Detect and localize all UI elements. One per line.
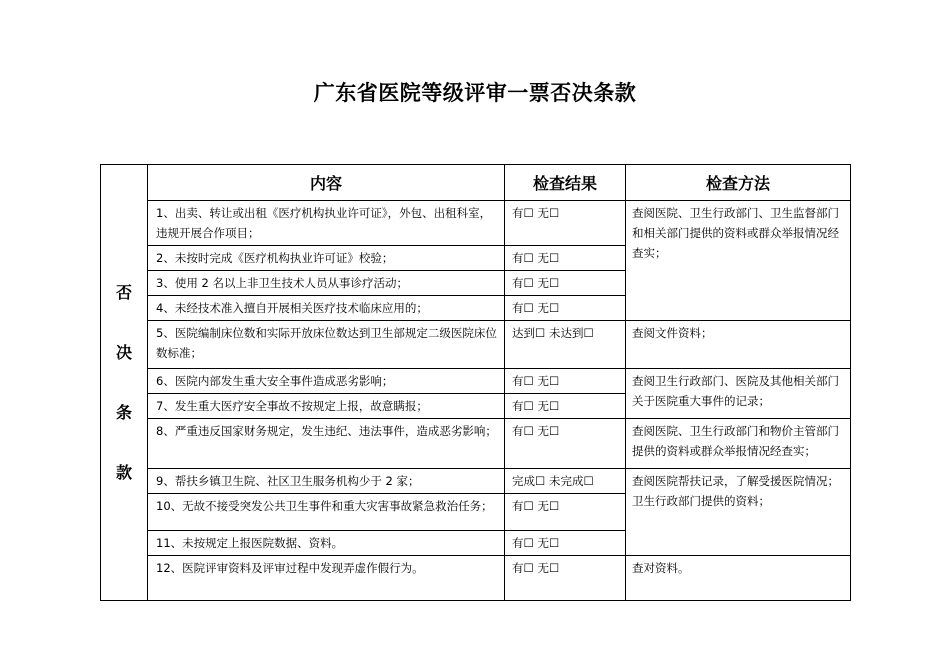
row-result[interactable]: 有☐ 无☐: [505, 419, 626, 469]
method-cell: 查对资料。: [626, 556, 851, 601]
row-content: 6、医院内部发生重大安全事件造成恶劣影响；: [148, 369, 505, 394]
row-content: 9、帮扶乡镇卫生院、社区卫生服务机构少于 2 家；: [148, 469, 505, 494]
row-result[interactable]: 有☐ 无☐: [505, 296, 626, 321]
header-method: 检查方法: [626, 165, 851, 201]
row-content: 12、医院评审资料及评审过程中发现弄虚作假行为。: [148, 556, 505, 601]
row-content: 11、未按规定上报医院数据、资料。: [148, 531, 505, 556]
header-result: 检查结果: [505, 165, 626, 201]
row-content: 7、发生重大医疗安全事故不按规定上报，故意瞒报；: [148, 394, 505, 419]
row-content: 2、未按时完成《医疗机构执业许可证》校验；: [148, 246, 505, 271]
row-result[interactable]: 有☐ 无☐: [505, 556, 626, 601]
veto-clauses-table: [100, 164, 851, 601]
method-cell: 查阅医院、卫生行政部门和物价主管部门提供的资料或群众举报情况经查实；: [626, 419, 851, 469]
row-content: 4、未经技术准入擅自开展相关医疗技术临床应用的；: [148, 296, 505, 321]
method-cell: 查阅文件资料；: [626, 321, 851, 369]
row-result[interactable]: 有☐ 无☐: [505, 246, 626, 271]
side-label-column: [101, 165, 148, 601]
row-result[interactable]: 有☐ 无☐: [505, 271, 626, 296]
side-label-char: 条: [115, 402, 132, 422]
row-result[interactable]: 有☐ 无☐: [505, 494, 626, 531]
method-cell: 查阅医院、卫生行政部门、卫生监督部门和相关部门提供的资料或群众举报情况经查实；: [626, 201, 851, 321]
row-result[interactable]: 有☐ 无☐: [505, 201, 626, 246]
row-result[interactable]: 完成☐ 未完成☐: [505, 469, 626, 494]
header-content: 内容: [148, 165, 505, 201]
row-content: 8、严重违反国家财务规定，发生违纪、违法事件，造成恶劣影响；: [148, 419, 505, 469]
page-title: 广东省医院等级评审一票否决条款: [313, 81, 637, 105]
row-content: 5、医院编制床位数和实际开放床位数达到卫生部规定二级医院床位数标准；: [148, 321, 505, 369]
row-result[interactable]: 有☐ 无☐: [505, 369, 626, 394]
side-label-char: 款: [115, 462, 132, 482]
row-content: 3、使用 2 名以上非卫生技术人员从事诊疗活动；: [148, 271, 505, 296]
row-content: 10、无故不接受突发公共卫生事件和重大灾害事故紧急救治任务；: [148, 494, 505, 531]
method-cell: 查阅卫生行政部门、医院及其他相关部门关于医院重大事件的记录；: [626, 369, 851, 419]
row-result[interactable]: 有☐ 无☐: [505, 531, 626, 556]
side-label-char: 决: [115, 342, 132, 362]
row-result[interactable]: 达到☐ 未达到☐: [505, 321, 626, 369]
side-label-char: 否: [115, 282, 132, 302]
row-content: 1、出卖、转让或出租《医疗机构执业许可证》，外包、出租科室，违规开展合作项目；: [148, 201, 505, 246]
row-result[interactable]: 有☐ 无☐: [505, 394, 626, 419]
method-cell: 查阅医院帮扶记录，了解受援医院情况；卫生行政部门提供的资料；: [626, 469, 851, 556]
